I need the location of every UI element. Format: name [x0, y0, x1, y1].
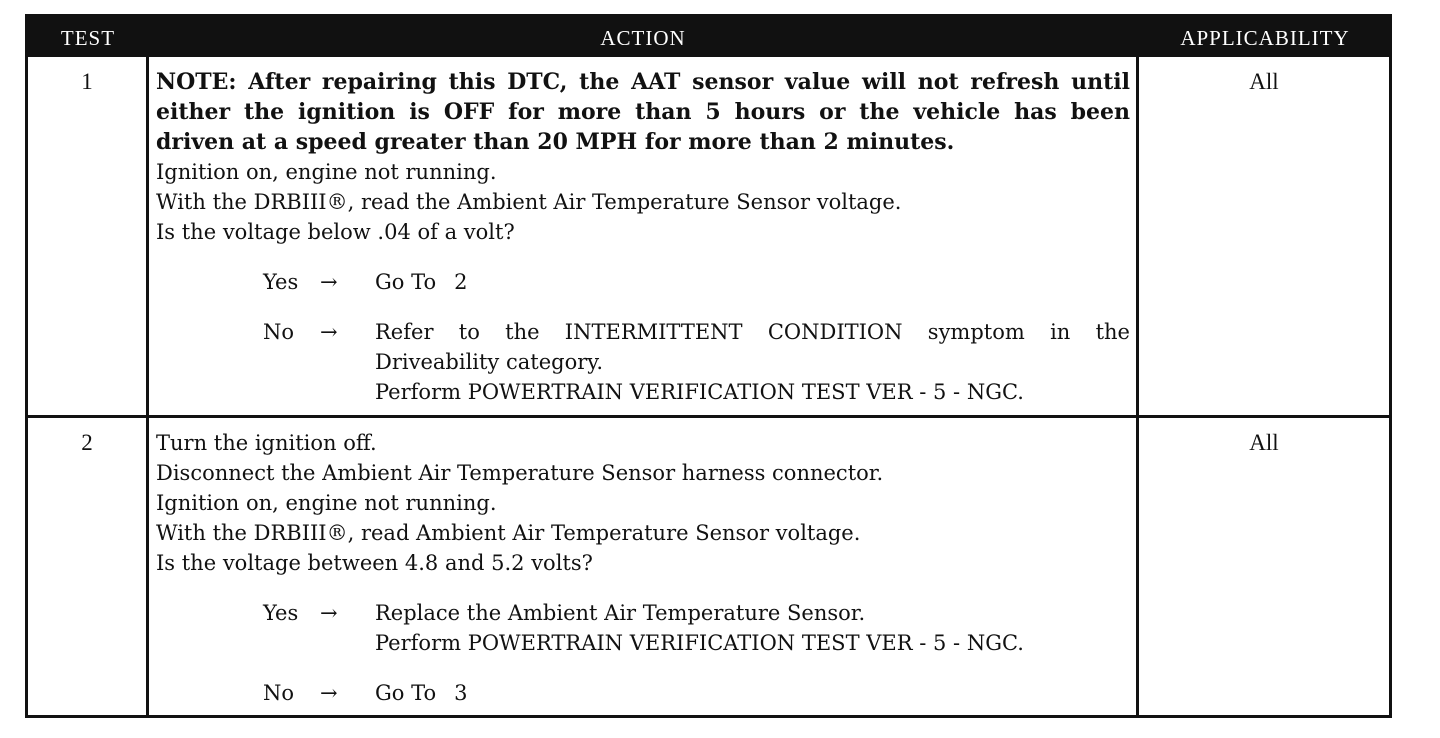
arrow-icon: → — [320, 270, 338, 294]
no-answer — [263, 317, 1130, 407]
step-text: Ignition on, engine not running. — [156, 160, 497, 184]
step-text: Turn the ignition off. — [156, 431, 377, 455]
header-action: ACTION — [600, 26, 686, 50]
yes-answer — [263, 598, 1130, 658]
applicability-value: All — [1249, 430, 1279, 455]
action-cell — [156, 67, 1130, 407]
yes-answer — [263, 267, 1130, 297]
table-row — [28, 57, 1389, 415]
test-number: 1 — [81, 69, 93, 94]
step-text: Is the voltage below .04 of a volt? — [156, 220, 515, 244]
table-header — [28, 17, 1389, 57]
goto-label: Go To — [375, 270, 437, 294]
note-text — [156, 67, 1130, 157]
no-answer — [263, 678, 1130, 708]
table-row — [28, 418, 1389, 718]
step-text: With the DRBIII®, read Ambient Air Temperature Sensor voltage. — [156, 521, 861, 545]
yes-result — [375, 598, 1130, 658]
result-line: Refer to the INTERMITTENT CONDITION symptom in the — [375, 320, 1130, 344]
note-line: NOTE: After repairing this DTC, the AAT sensor value will not refresh until — [156, 69, 1130, 95]
test-number: 2 — [81, 430, 93, 455]
step-text: Ignition on, engine not running. — [156, 491, 497, 515]
no-label: No — [263, 681, 295, 705]
result-line: Perform POWERTRAIN VERIFICATION TEST VER - 5 - NGC. — [375, 631, 1024, 655]
header-applicability: APPLICABILITY — [1180, 26, 1350, 50]
step-text: With the DRBIII®, read the Ambient Air Temperature Sensor voltage. — [156, 190, 902, 214]
note-line: driven at a speed greater than 20 MPH for more than 2 minutes. — [156, 129, 955, 155]
result-line: Driveability category. — [375, 350, 603, 374]
yes-result — [375, 267, 1130, 297]
no-label: No — [263, 320, 295, 344]
applicability-value: All — [1249, 69, 1279, 94]
goto-number: 2 — [454, 270, 468, 294]
header-test: TEST — [60, 26, 116, 50]
diagnostic-test-table — [25, 14, 1392, 718]
step-text: Disconnect the Ambient Air Temperature Sensor harness connector. — [156, 461, 884, 485]
result-line: Replace the Ambient Air Temperature Sensor. — [375, 601, 866, 625]
goto-label: Go To — [375, 681, 437, 705]
yes-label: Yes — [263, 601, 299, 625]
arrow-icon: → — [320, 320, 338, 344]
no-result — [375, 678, 1130, 708]
result-line: Perform POWERTRAIN VERIFICATION TEST VER - 5 - NGC. — [375, 380, 1024, 404]
step-text: Is the voltage between 4.8 and 5.2 volts? — [156, 551, 593, 575]
arrow-icon: → — [320, 601, 338, 625]
note-line: either the ignition is OFF for more than 5 hours or the vehicle has been — [156, 99, 1130, 125]
goto-number: 3 — [454, 681, 468, 705]
arrow-icon: → — [320, 681, 338, 705]
action-cell — [156, 428, 1130, 708]
no-result — [375, 317, 1130, 407]
yes-label: Yes — [263, 270, 299, 294]
